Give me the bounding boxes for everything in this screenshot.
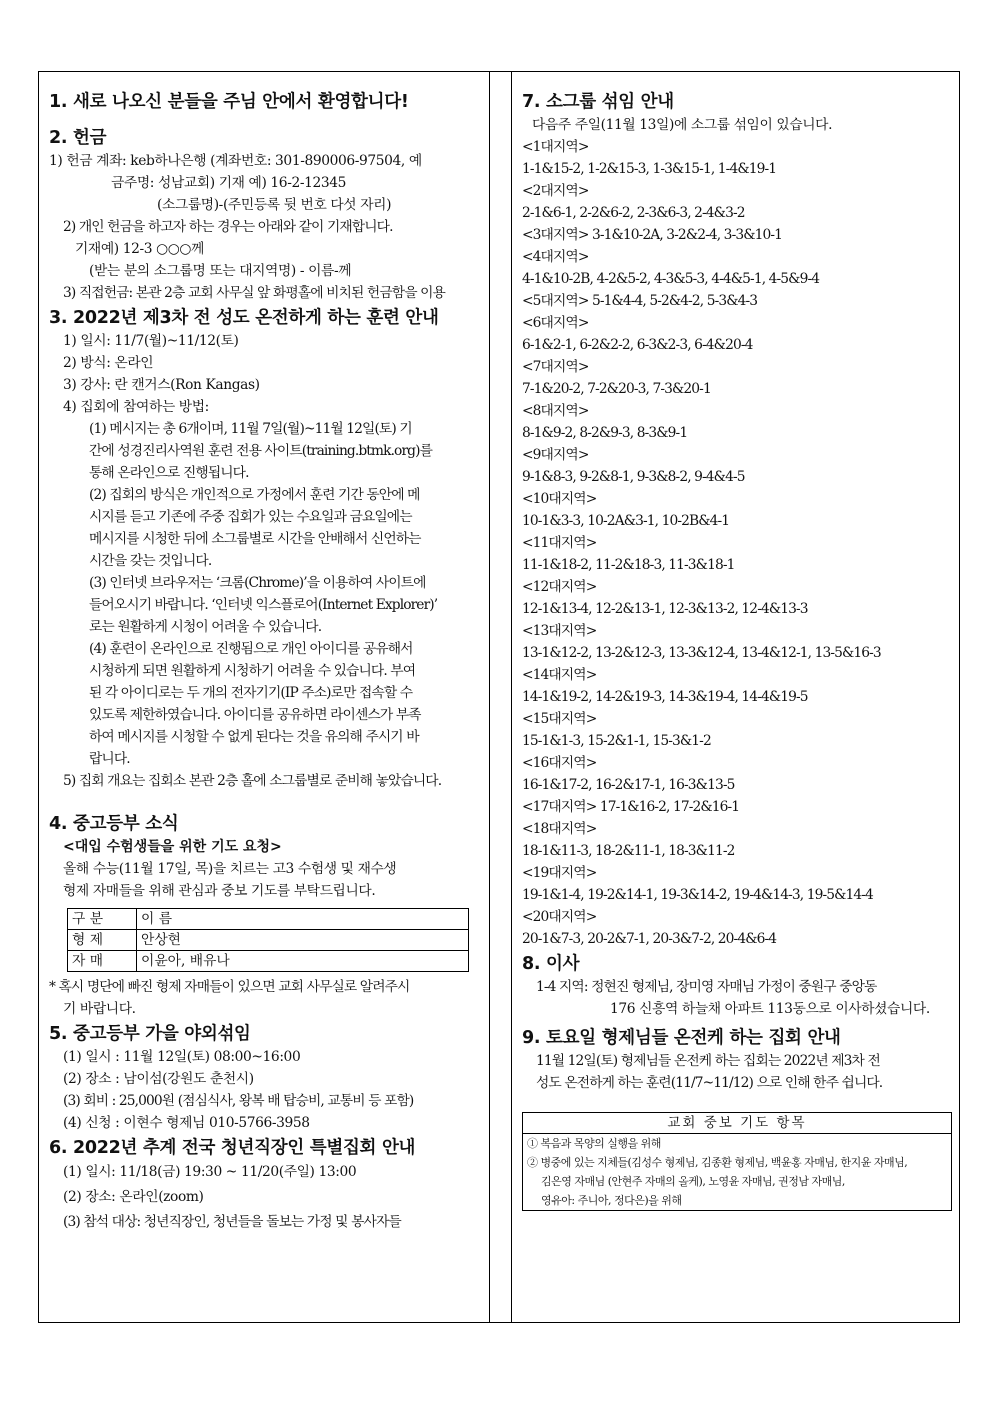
training-date: 1) 일시: 11/7(월)~11/12(토) <box>63 333 239 349</box>
table-cell: 이윤아, 배유나 <box>137 951 469 972</box>
region-label: <11대지역> <box>522 535 597 551</box>
table-row <box>68 951 469 972</box>
moving-line-2: 176 신흥역 하늘채 아파트 113동으로 이사하셨습니다. <box>610 1001 930 1017</box>
table-note-1: * 혹시 명단에 빠진 형제 자매들이 있으면 교회 사무실로 알려주시 <box>49 979 410 995</box>
group-pairing-line: 19-1&1-4, 19-2&14-1, 19-3&14-2, 19-4&14-3, 19-5&14-4 <box>522 887 873 903</box>
section-3-title: 3. 2022년 제3차 전 성도 온전하게 하는 훈련 안내 <box>49 308 439 328</box>
text-line: 들어오시기 바랍니다. ‘인터넷 익스플로어(Internet Explorer)’ <box>89 597 438 613</box>
training-outline-note: 5) 집회 개요는 집회소 본관 2층 홀에 소그룹별로 준비해 놓았습니다. <box>63 773 442 789</box>
bulletin-page <box>38 71 960 1323</box>
table-header-cell: 구 분 <box>68 909 137 930</box>
text-line: 하여 메시지를 시청할 수 없게 된다는 것을 유의해 주시기 바 <box>89 729 419 745</box>
region-label: <4대지역> <box>522 249 589 265</box>
outing-date: (1) 일시 : 11월 12일(토) 08:00~16:00 <box>63 1049 301 1065</box>
offering-personal-format: (받는 분의 소그룹명 또는 대지역명) - 이름-께 <box>89 263 352 279</box>
outing-place: (2) 장소 : 남이섬(강원도 춘천시) <box>63 1071 254 1087</box>
group-pairing-line: 14-1&19-2, 14-2&19-3, 14-3&19-4, 14-4&19-5 <box>522 689 808 705</box>
training-paragraph-4 <box>49 638 479 770</box>
offering-account-line: 1) 헌금 계좌: keb하나은행 (계좌번호: 301-890006-97504, 예 <box>49 153 422 169</box>
table-cell: 형 제 <box>68 930 137 951</box>
group-list <box>522 136 955 950</box>
training-paragraph-1 <box>49 418 479 484</box>
group-pairing-line: 15-1&1-3, 15-2&1-1, 15-3&1-2 <box>522 733 711 749</box>
region-label: <19대지역> <box>522 865 597 881</box>
section-1-title: 1. 새로 나오신 분들을 주님 안에서 환영합니다! <box>49 92 409 112</box>
section-7-title: 7. 소그룹 섞임 안내 <box>522 92 674 112</box>
moving-line-1: 1-4 지역: 정현진 형제님, 장미영 자매님 가정이 중원구 중앙동 <box>536 979 877 995</box>
exam-line-2: 형제 자매들을 위해 관심과 중보 기도를 부탁드립니다. <box>63 883 376 899</box>
region-label: <18대지역> <box>522 821 597 837</box>
region-label: <15대지역> <box>522 711 597 727</box>
table-header-row <box>68 909 469 930</box>
text-line: 통해 온라인으로 진행됩니다. <box>89 465 249 481</box>
group-pairing-line: <17대지역> 17-1&16-2, 17-2&16-1 <box>522 799 740 815</box>
conference-audience: (3) 참석 대상: 청년직장인, 청년들을 돌보는 가정 및 봉사자들 <box>63 1214 401 1230</box>
training-how-to: 4) 집회에 참여하는 방법: <box>63 399 209 415</box>
section-4-title: 4. 중고등부 소식 <box>49 814 179 834</box>
offering-personal-example: 기재예) 12-3 ○○○께 <box>75 241 204 257</box>
training-paragraph-3 <box>49 572 479 638</box>
right-column <box>512 72 961 1322</box>
text-line: 있도록 제한하였습니다. 아이디를 공유하면 라이센스가 부족 <box>89 707 421 723</box>
conference-place: (2) 장소: 온라인(zoom) <box>63 1189 204 1205</box>
section-2-title: 2. 헌금 <box>49 128 107 148</box>
text-line: (3) 인터넷 브라우저는 ‘크롬(Chrome)’을 이용하여 사이트에 <box>89 575 426 591</box>
prayer-item-2: ② 병중에 있는 지체들(김성수 형제님, 김종환 형제님, 백윤홍 자매님, 한지윤 자매님, <box>527 1156 908 1169</box>
section-6-title: 6. 2022년 추계 전국 청년직장인 특별집회 안내 <box>49 1138 416 1158</box>
section-5-title: 5. 중고등부 가을 야외섞임 <box>49 1024 251 1044</box>
offering-direct-line: 3) 직접헌금: 본관 2층 교회 사무실 앞 화평홀에 비치된 헌금함을 이용 <box>63 285 445 301</box>
group-pairing-line: 7-1&20-2, 7-2&20-3, 7-3&20-1 <box>522 381 711 397</box>
table-row <box>68 930 469 951</box>
saturday-line-1: 11월 12일(토) 형제님들 온전케 하는 집회는 2022년 제3차 전 <box>536 1053 880 1069</box>
text-line: (2) 집회의 방식은 개인적으로 가정에서 훈련 기간 동안에 메 <box>89 487 420 503</box>
group-pairing-line: 20-1&7-3, 20-2&7-1, 20-3&7-2, 20-4&6-4 <box>522 931 777 947</box>
table-header-cell: 이 름 <box>137 909 469 930</box>
group-pairing-line: 1-1&15-2, 1-2&15-3, 1-3&15-1, 1-4&19-1 <box>522 161 777 177</box>
offering-personal-line: 2) 개인 헌금을 하고자 하는 경우는 아래와 같이 기재합니다. <box>63 219 393 235</box>
group-pairing-line: 4-1&10-2B, 4-2&5-2, 4-3&5-3, 4-4&5-1, 4-5&9-4 <box>522 271 820 287</box>
conference-date: (1) 일시: 11/18(금) 19:30 ~ 11/20(주일) 13:00 <box>63 1164 357 1180</box>
group-pairing-line: 8-1&9-2, 8-2&9-3, 8-3&9-1 <box>522 425 688 441</box>
column-divider-left <box>489 72 490 1322</box>
region-label: <10대지역> <box>522 491 597 507</box>
prayer-item-1: ① 복음과 목양의 실행을 위해 <box>527 1137 661 1150</box>
group-pairing-line: 18-1&11-3, 18-2&11-1, 18-3&11-2 <box>522 843 735 859</box>
text-line: 시지를 듣고 기존에 주중 집회가 있는 수요일과 금요일에는 <box>89 509 412 525</box>
region-label: <7대지역> <box>522 359 589 375</box>
table-cell: 안상현 <box>137 930 469 951</box>
text-line: 시청하게 되면 원활하게 시청하기 어려울 수 있습니다. 부여 <box>89 663 416 679</box>
region-label: <16대지역> <box>522 755 597 771</box>
region-label: <12대지역> <box>522 579 597 595</box>
group-pairing-line: <5대지역> 5-1&4-4, 5-2&4-2, 5-3&4-3 <box>522 293 758 309</box>
prayer-item-2-cont: 김은영 자매님 (안현주 자매의 올케), 노영윤 자매님, 권정남 자매님, <box>541 1175 845 1188</box>
region-label: <13대지역> <box>522 623 597 639</box>
group-pairing-line: 9-1&8-3, 9-2&8-1, 9-3&8-2, 9-4&4-5 <box>522 469 745 485</box>
exam-line-1: 올해 수능(11월 17일, 목)을 치르는 고3 수험생 및 재수생 <box>63 861 397 877</box>
left-column <box>39 72 489 1322</box>
offering-account-format: (소그룹명)-(주민등록 뒷 번호 다섯 자리) <box>157 197 392 213</box>
training-method: 2) 방식: 온라인 <box>63 355 154 371</box>
table-cell: 자 매 <box>68 951 137 972</box>
region-label: <9대지역> <box>522 447 589 463</box>
region-label: <1대지역> <box>522 139 589 155</box>
text-line: 랍니다. <box>89 751 130 767</box>
prayer-box-title: 교회 중보 기도 항목 <box>523 1113 951 1134</box>
group-pairing-line: 10-1&3-3, 10-2A&3-1, 10-2B&4-1 <box>522 513 730 529</box>
text-line: 시간을 갖는 것입니다. <box>89 553 212 569</box>
saturday-line-2: 성도 온전하게 하는 훈련(11/7~11/12) 으로 인해 한주 쉽니다. <box>536 1075 883 1091</box>
group-pairing-line: 13-1&12-2, 13-2&12-3, 13-3&12-4, 13-4&12-1, 13-5&16-3 <box>522 645 881 661</box>
group-intro: 다음주 주일(11월 13일)에 소그룹 섞임이 있습니다. <box>532 117 833 133</box>
region-label: <8대지역> <box>522 403 589 419</box>
group-pairing-line: 12-1&13-4, 12-2&13-1, 12-3&13-2, 12-4&13-3 <box>522 601 808 617</box>
region-label: <2대지역> <box>522 183 589 199</box>
text-line: 메시지를 시청한 뒤에 소그룹별로 시간을 안배해서 신언하는 <box>89 531 421 547</box>
region-label: <14대지역> <box>522 667 597 683</box>
text-line: (4) 훈련이 온라인으로 진행됨으로 개인 아이디를 공유해서 <box>89 641 413 657</box>
offering-account-name: 금주명: 성남교회) 기재 예) 16-2-12345 <box>111 175 346 191</box>
text-line: 된 각 아이디로는 두 개의 전자기기(IP 주소)로만 접속할 수 <box>89 685 413 701</box>
outing-fee: (3) 회비 : 25,000원 (점심식사, 왕복 배 탑승비, 교통비 등 포함) <box>63 1093 414 1109</box>
training-speaker: 3) 강사: 란 캔거스(Ron Kangas) <box>63 377 260 393</box>
training-paragraph-2 <box>49 484 479 572</box>
prayer-request-subtitle: <대입 수험생들을 위한 기도 요청> <box>63 839 282 855</box>
text-line: 로는 원활하게 시청이 어려울 수 있습니다. <box>89 619 322 635</box>
text-line: 간에 성경진리사역원 훈련 전용 사이트(training.btmk.org)를 <box>89 443 432 459</box>
outing-signup: (4) 신청 : 이현수 형제님 010-5766-3958 <box>63 1115 310 1131</box>
group-pairing-line: 2-1&6-1, 2-2&6-2, 2-3&6-3, 2-4&3-2 <box>522 205 745 221</box>
group-pairing-line: 11-1&18-2, 11-2&18-3, 11-3&18-1 <box>522 557 735 573</box>
region-label: <6대지역> <box>522 315 589 331</box>
group-pairing-line: 16-1&17-2, 16-2&17-1, 16-3&13-5 <box>522 777 735 793</box>
student-table <box>67 908 469 972</box>
prayer-item-2-end: 영유아: 주니아, 정다은)을 위해 <box>541 1194 682 1207</box>
section-9-title: 9. 토요일 형제님들 온전케 하는 집회 안내 <box>522 1028 841 1048</box>
prayer-box <box>522 1112 952 1211</box>
region-label: <20대지역> <box>522 909 597 925</box>
section-8-title: 8. 이사 <box>522 954 580 974</box>
table-note-2: 기 바랍니다. <box>63 1001 136 1017</box>
group-pairing-line: <3대지역> 3-1&10-2A, 3-2&2-4, 3-3&10-1 <box>522 227 782 243</box>
text-line: (1) 메시지는 총 6개이며, 11월 7일(월)~11월 12일(토) 기 <box>89 421 412 437</box>
group-pairing-line: 6-1&2-1, 6-2&2-2, 6-3&2-3, 6-4&20-4 <box>522 337 753 353</box>
